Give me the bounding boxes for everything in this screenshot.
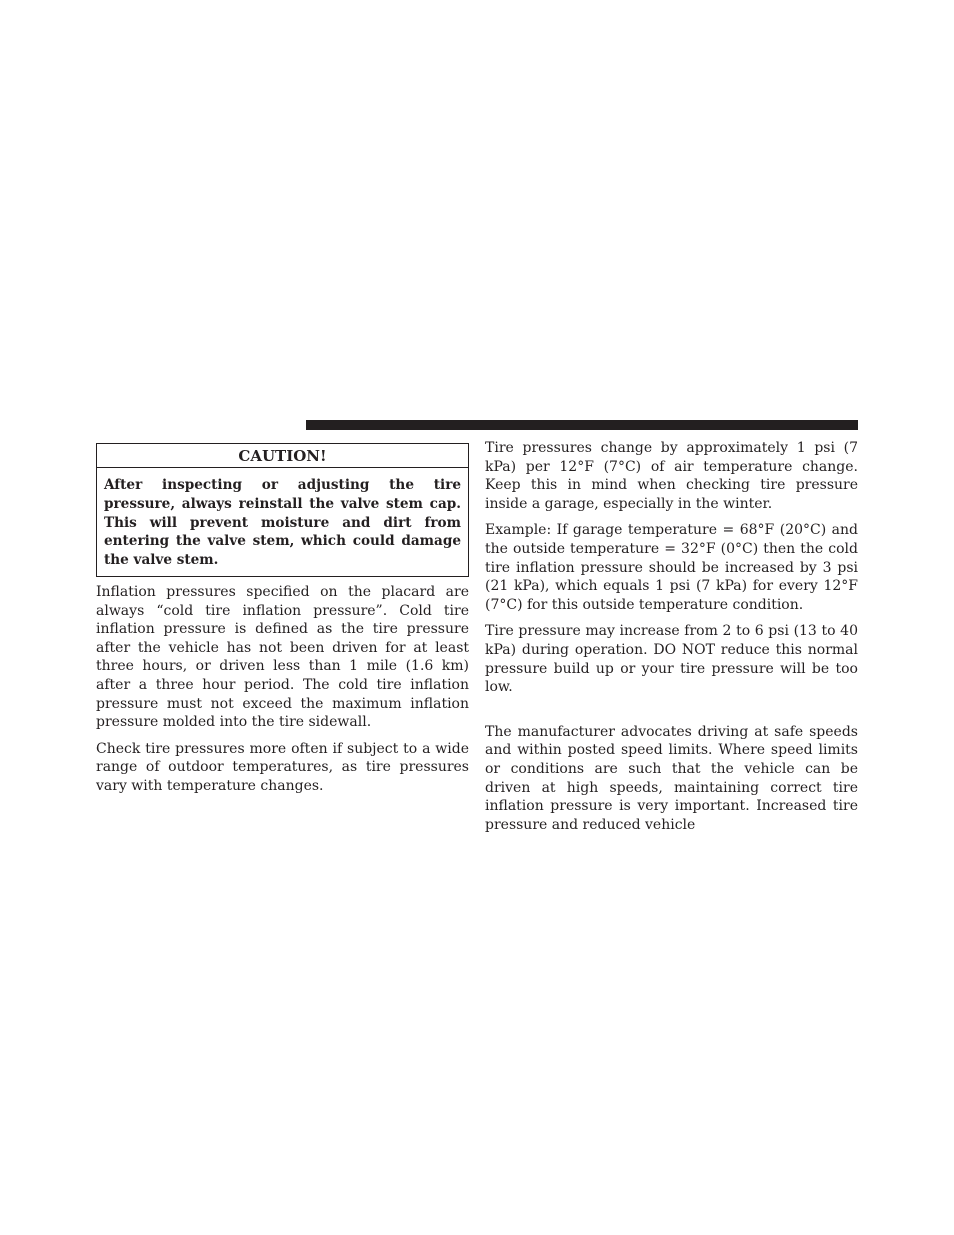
paragraph-check-pressures: Check tire pressures more often if subject to a wide range of outdoor temperatures, as tire pressures vary with temperature changes. [96, 740, 469, 794]
caution-box [96, 443, 469, 577]
caution-body: After inspecting or adjusting the tire pressure, always reinstall the valve stem cap. This will prevent moisture and dirt from entering the valve stem, which could damage the valve stem. [104, 477, 461, 569]
right-column [485, 439, 858, 842]
paragraph-pressure-change: Tire pressures change by approximately 1 psi (7 kPa) per 12°F (7°C) of air temperature change. Keep this in mind when checking tire pressure inside a garage, especially in the winter. [485, 440, 858, 512]
section-gap [485, 705, 858, 723]
section-header-bar [306, 420, 858, 430]
caution-title: CAUTION! [97, 444, 468, 468]
paragraph-example: Example: If garage temperature = 68°F (20°C) and the outside temperature = 32°F (0°C) then the cold tire inflation pressure should be increased by 3 psi (21 kPa), which equals 1 psi (7 kPa) for every 12°F (7°C) for this outside temperature condition. [485, 522, 858, 613]
paragraph-cold-tire-pressure: Inflation pressures specified on the placard are always “cold tire inflation pressure”. Cold tire inflation pressure is defined as the tire pressure after the vehicle has not been driven for at least three hours, or driven less than 1 mile (1.6 km) after a three hour period. The cold tire inflation pressure must not exceed the maximum inflation pressure molded into the tire sidewall. [96, 583, 469, 731]
left-column [96, 443, 469, 804]
paragraph-safe-speeds: The manufacturer advocates driving at safe speeds and within posted speed limits. Where speed limits or conditions are such that the vehicle can be driven at high speeds, maintaining correct tire inflation pressure is very important. Increased tire pressure and reduced vehicle [485, 723, 858, 833]
paragraph-pressure-increase: Tire pressure may increase from 2 to 6 psi (13 to 40 kPa) during operation. DO NOT reduce this normal pressure build up or your tire pressure will be too low. [485, 623, 858, 696]
